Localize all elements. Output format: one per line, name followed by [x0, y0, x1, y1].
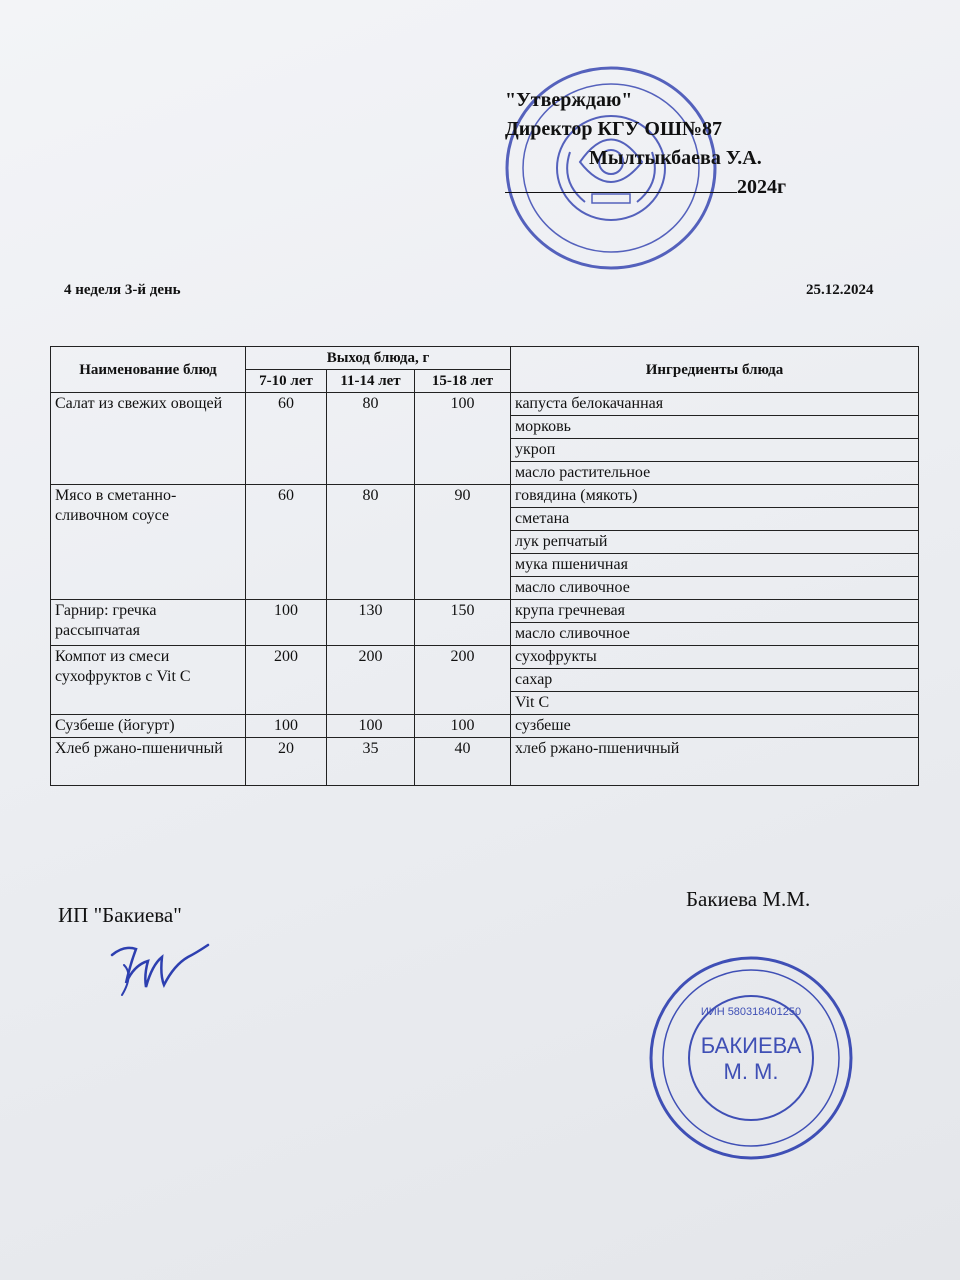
output-15-18: 200 — [415, 646, 511, 715]
output-11-14: 35 — [327, 738, 415, 786]
table-row — [51, 738, 919, 786]
table-row — [51, 715, 919, 738]
approval-block — [505, 86, 786, 202]
ingredient: морковь — [511, 416, 919, 439]
ingredient: мука пшеничная — [511, 554, 919, 577]
stamp-center-line1: БАКИЕВА — [700, 1033, 802, 1058]
ingredient: хлеб ржано-пшеничный — [511, 738, 919, 786]
ingredient: масло сливочное — [511, 577, 919, 600]
approval-title: "Утверждаю" — [505, 89, 633, 111]
supplier-label: ИП "Бакиева" — [58, 903, 182, 927]
output-15-18: 150 — [415, 600, 511, 646]
ingredient: крупа гречневая — [511, 600, 919, 623]
age-7-10: 7-10 лет — [246, 370, 327, 393]
col-output-header: Выход блюда, г — [246, 347, 511, 370]
ingredient: сухофрукты — [511, 646, 919, 669]
age-11-14: 11-14 лет — [327, 370, 415, 393]
ingredient: сахар — [511, 669, 919, 692]
table-row — [51, 646, 919, 669]
col-dish-header: Наименование блюд — [51, 347, 246, 393]
output-7-10: 60 — [246, 485, 327, 600]
signature-blank — [505, 174, 737, 193]
output-7-10: 20 — [246, 738, 327, 786]
output-11-14: 130 — [327, 600, 415, 646]
dish-name: Сузбеше (йогурт) — [51, 715, 246, 738]
ingredient: капуста белокачанная — [511, 393, 919, 416]
dish-name: Хлеб ржано-пшеничный — [51, 738, 246, 786]
table-row — [51, 485, 919, 508]
approval-position: Директор КГУ ОШ№87 — [505, 118, 723, 140]
output-11-14: 100 — [327, 715, 415, 738]
output-15-18: 40 — [415, 738, 511, 786]
output-7-10: 60 — [246, 393, 327, 485]
output-11-14: 200 — [327, 646, 415, 715]
ingredient: сметана — [511, 508, 919, 531]
stamp-center-line2: М. М. — [723, 1059, 779, 1084]
ingredient: Vit C — [511, 692, 919, 715]
dish-name: Мясо в сметанно-сливочном соусе — [51, 485, 246, 600]
ingredient: говядина (мякоть) — [511, 485, 919, 508]
week-day-label: 4 неделя 3-й день — [64, 282, 181, 298]
output-7-10: 100 — [246, 600, 327, 646]
menu-table — [50, 346, 919, 786]
output-15-18: 100 — [415, 393, 511, 485]
output-15-18: 90 — [415, 485, 511, 600]
dish-name: Компот из смеси сухофруктов с Vit C — [51, 646, 246, 715]
ip-round-stamp — [646, 953, 856, 1163]
col-ingredients-header: Ингредиенты блюда — [511, 347, 919, 393]
output-7-10: 100 — [246, 715, 327, 738]
supplier-name: Бакиева М.М. — [686, 887, 811, 911]
ingredient: лук репчатый — [511, 531, 919, 554]
menu-date: 25.12.2024 — [806, 282, 874, 298]
ingredient: масло сливочное — [511, 623, 919, 646]
table-row — [51, 600, 919, 623]
approval-signer: Мылтыкбаева У.А. — [589, 147, 762, 169]
ingredient: укроп — [511, 439, 919, 462]
dish-name: Гарнир: гречка рассыпчатая — [51, 600, 246, 646]
output-7-10: 200 — [246, 646, 327, 715]
table-row — [51, 393, 919, 416]
handwritten-signature — [104, 935, 214, 1005]
stamp-inn: ИИН 580318401250 — [700, 1006, 802, 1018]
approval-date-line — [505, 173, 786, 202]
ingredient: сузбеше — [511, 715, 919, 738]
age-15-18: 15-18 лет — [415, 370, 511, 393]
output-11-14: 80 — [327, 393, 415, 485]
output-15-18: 100 — [415, 715, 511, 738]
dish-name: Салат из свежих овощей — [51, 393, 246, 485]
ingredient: масло растительное — [511, 462, 919, 485]
output-11-14: 80 — [327, 485, 415, 600]
approval-year: 2024г — [737, 176, 787, 198]
